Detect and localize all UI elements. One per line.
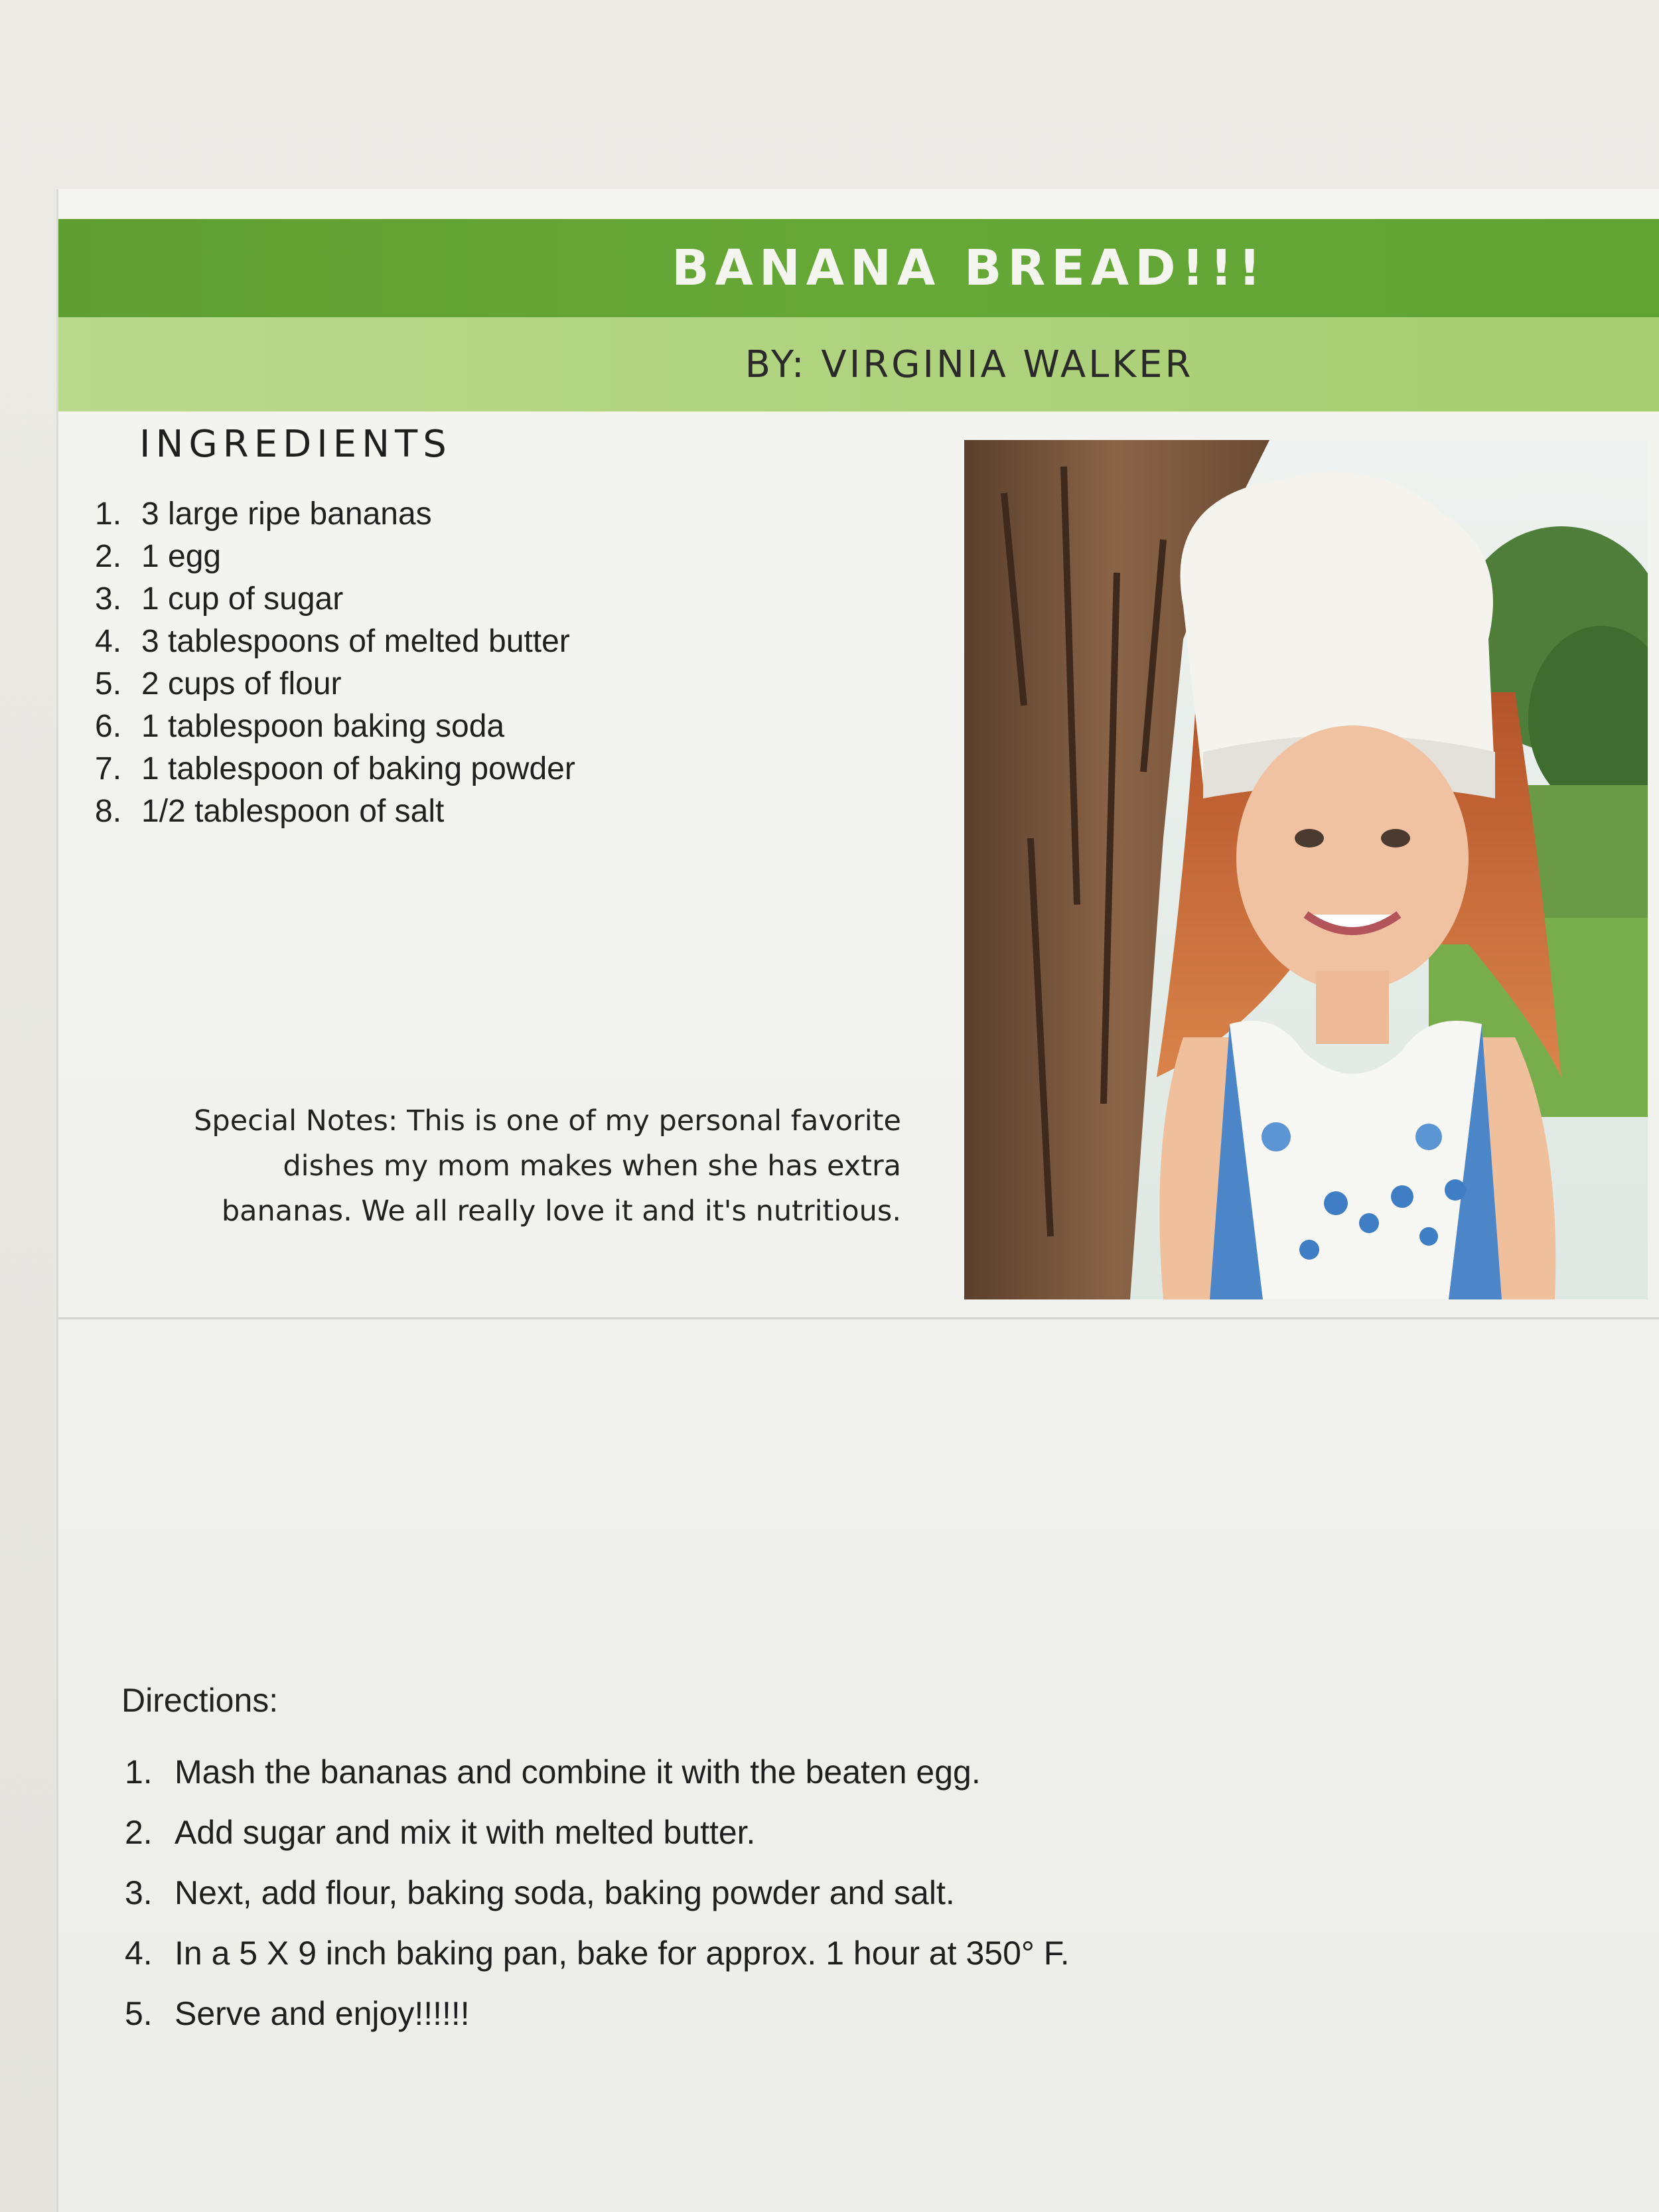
byline-band	[58, 317, 1659, 411]
section-divider	[58, 1317, 1659, 1319]
item-number: 2.	[95, 539, 122, 574]
step-text: Next, add flour, baking soda, baking powder and salt.	[175, 1874, 955, 1911]
notes-line: bananas. We all really love it and it's nutritious.	[221, 1195, 901, 1228]
step-number: 4.	[125, 1935, 153, 1972]
list-item	[125, 1984, 1070, 2044]
item-number: 1.	[95, 496, 122, 532]
item-text: 3 tablespoons of melted butter	[141, 624, 570, 659]
item-number: 3.	[95, 581, 122, 617]
item-number: 8.	[95, 794, 122, 829]
special-notes	[138, 1098, 901, 1234]
list-item	[125, 1803, 1070, 1863]
list-item	[95, 663, 575, 705]
item-number: 6.	[95, 709, 122, 744]
step-number: 1.	[125, 1753, 153, 1791]
ingredients-heading: INGREDIENTS	[139, 423, 452, 466]
directions-list	[125, 1742, 1070, 2044]
item-number: 5.	[95, 666, 122, 701]
list-item	[95, 790, 575, 833]
step-text: In a 5 X 9 inch baking pan, bake for approx. 1 hour at 350° F.	[175, 1935, 1070, 1972]
item-text: 2 cups of flour	[141, 666, 342, 701]
notes-line: Special Notes: This is one of my personal favorite	[194, 1104, 901, 1138]
item-text: 1 egg	[141, 539, 222, 574]
item-number: 7.	[95, 751, 122, 786]
list-item	[95, 705, 575, 748]
item-text: 1 tablespoon baking soda	[141, 709, 505, 744]
item-text: 1/2 tablespoon of salt	[141, 794, 445, 829]
list-item	[125, 1742, 1070, 1803]
girl-chef-photo	[964, 440, 1648, 1299]
recipe-page	[56, 189, 1659, 2212]
list-item	[95, 536, 575, 578]
list-item	[95, 493, 575, 536]
item-number: 4.	[95, 624, 122, 659]
list-item	[125, 1923, 1070, 1984]
list-item	[95, 621, 575, 663]
recipe-title: BANANA BREAD!!!	[672, 240, 1267, 297]
item-text: 1 tablespoon of baking powder	[141, 751, 575, 786]
title-band	[58, 219, 1659, 317]
step-text: Mash the bananas and combine it with the beaten egg.	[175, 1753, 981, 1791]
item-text: 1 cup of sugar	[141, 581, 344, 617]
photo-illustration	[964, 440, 1648, 1299]
recipe-byline: BY: VIRGINIA WALKER	[745, 342, 1194, 386]
notes-line: dishes my mom makes when she has extra	[283, 1149, 901, 1183]
step-number: 3.	[125, 1874, 153, 1911]
step-number: 2.	[125, 1814, 153, 1851]
item-text: 3 large ripe bananas	[141, 496, 432, 532]
step-number: 5.	[125, 1995, 153, 2032]
list-item	[95, 748, 575, 790]
list-item	[95, 578, 575, 621]
list-item	[125, 1863, 1070, 1923]
step-text: Add sugar and mix it with melted butter.	[175, 1814, 756, 1851]
step-text: Serve and enjoy!!!!!!	[175, 1995, 470, 2032]
ingredients-list	[95, 493, 575, 833]
directions-heading: Directions:	[121, 1682, 279, 1719]
